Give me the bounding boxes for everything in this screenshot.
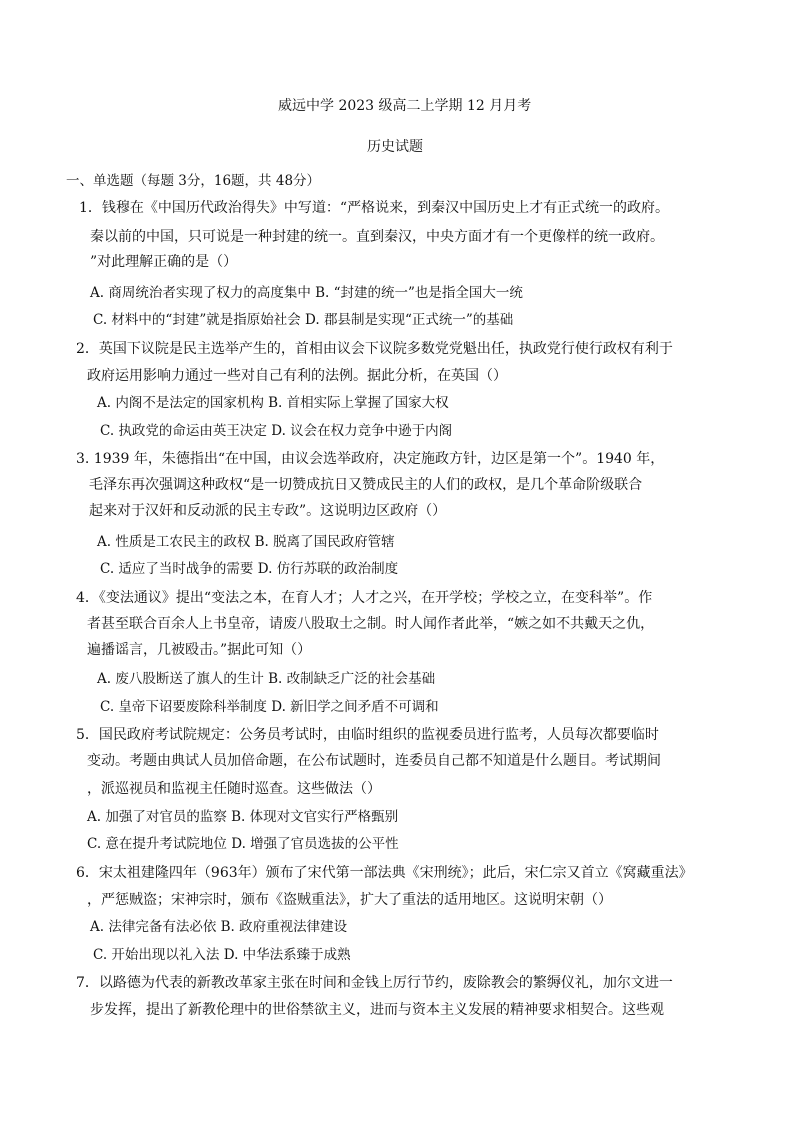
question-4-options-ab: A. 废八股断送了旗人的生计 B. 改制缺乏广泛的社会基础 <box>97 671 436 687</box>
question-4-line-1: 4．《变法通议》提出“变法之本，在育人才；人才之兴，在开学校；学校之立，在变科举”。作 <box>76 590 653 606</box>
question-1-options-cd: C. 材料中的“封建”就是指原始社会 D. 郡县制是实现“正式统一”的基础 <box>93 312 514 328</box>
question-5-line-1: 5．国民政府考试院规定：公务员考试时，由临时组织的监视委员进行监考，人员每次都要临时 <box>76 727 659 743</box>
section-heading: 一、单选题（每题 3分，16题，共 48分） <box>66 173 321 189</box>
question-3-options-cd: C. 适应了当时战争的需要 D. 仿行苏联的政治制度 <box>100 561 399 577</box>
exam-title: 威远中学 2023 级高二上学期 12 月月考 <box>278 98 532 114</box>
question-3-line-3: 起来对于汉奸和反动派的民主专政”。这说明边区政府（） <box>89 503 447 519</box>
question-5-line-2: 变动。考题由典试人员加倍命题，在公布试题时，连委员自己都不知道是什么题目。考试期间 <box>87 753 661 769</box>
question-1-line-2: 秦以前的中国，只可说是一种封建的统一。直到秦汉，中央方面才有一个更像样的统一政府。 <box>90 229 664 245</box>
question-1-line-3: ”对此理解正确的是（） <box>90 254 238 270</box>
question-3-line-2: 毛泽东再次强调这种政权“是一切赞成抗日又赞成民主的人们的政权，是几个革命阶级联合 <box>89 477 643 493</box>
question-5-line-3: ，派巡视员和监视主任随时巡查。这些做法（） <box>87 781 381 797</box>
question-7-line-1: 7．以路德为代表的新教改革家主张在时间和金钱上厉行节约，废除教会的繁缛仪礼，加尔文进一 <box>76 975 673 991</box>
question-2-line-1: 2．英国下议院是民主选举产生的，首相由议会下议院多数党党魁出任，执政党行使行政权有利于 <box>76 341 673 357</box>
question-4-options-cd: C. 皇帝下诏要废除科举制度 D. 新旧学之间矛盾不可调和 <box>100 699 439 715</box>
question-7-line-2: 步发挥，提出了新教伦理中的世俗禁欲主义，进而与资本主义发展的精神要求相契合。这些观 <box>90 1002 664 1018</box>
question-1-line-1: 1．钱穆在《中国历代政治得失》中写道：“严格说来，到秦汉中国历史上才有正式统一的政府。 <box>79 200 670 216</box>
question-3-options-ab: A. 性质是工农民主的政权 B. 脱离了国民政府管辖 <box>97 534 395 550</box>
question-4-line-3: 遍播谣言，几被殴击。”据此可知（） <box>87 642 312 658</box>
question-4-line-2: 者甚至联合百余人上书皇帝，请废八股取士之制。时人闻作者此举，“嫉之如不共戴天之仇， <box>87 616 655 632</box>
question-2-options-ab: A. 内阁不是法定的国家机构 B. 首相实际上掌握了国家大权 <box>97 395 449 411</box>
question-5-options-cd: C. 意在提升考试院地位 D. 增强了官员选拔的公平性 <box>87 836 399 852</box>
exam-subject: 历史试题 <box>367 139 423 155</box>
question-6-options-ab: A. 法律完备有法必依 B. 政府重视法律建设 <box>90 919 348 935</box>
question-3-line-1: 3. 1939 年，朱德指出“在中国，由议会选举政府，决定施政方针，边区是第一个”。1940 年， <box>76 451 665 467</box>
question-2-options-cd: C. 执政党的命运由英王决定 D. 议会在权力竞争中逊于内阁 <box>100 423 453 439</box>
question-5-options-ab: A. 加强了对官员的监察 B. 体现对文官实行严格甄别 <box>87 809 399 825</box>
question-1-options-ab: A. 商周统治者实现了权力的高度集中 B. “封建的统一”也是指全国大一统 <box>90 285 523 301</box>
question-6-line-2: ，严惩贼盗；宋神宗时，颁布《盗贼重法》，扩大了重法的适用地区。这说明宋朝（） <box>87 892 612 908</box>
question-2-line-2: 政府运用影响力通过一些对自己有利的法例。据此分析，在英国（） <box>87 368 507 384</box>
question-6-line-1: 6．宋太祖建隆四年（963年）颁布了宋代第一部法典《宋刑统》；此后，宋仁宗又首立《窝藏重法》 <box>76 865 693 881</box>
question-6-options-cd: C. 开始出现以礼入法 D. 中华法系臻于成熟 <box>93 947 351 963</box>
